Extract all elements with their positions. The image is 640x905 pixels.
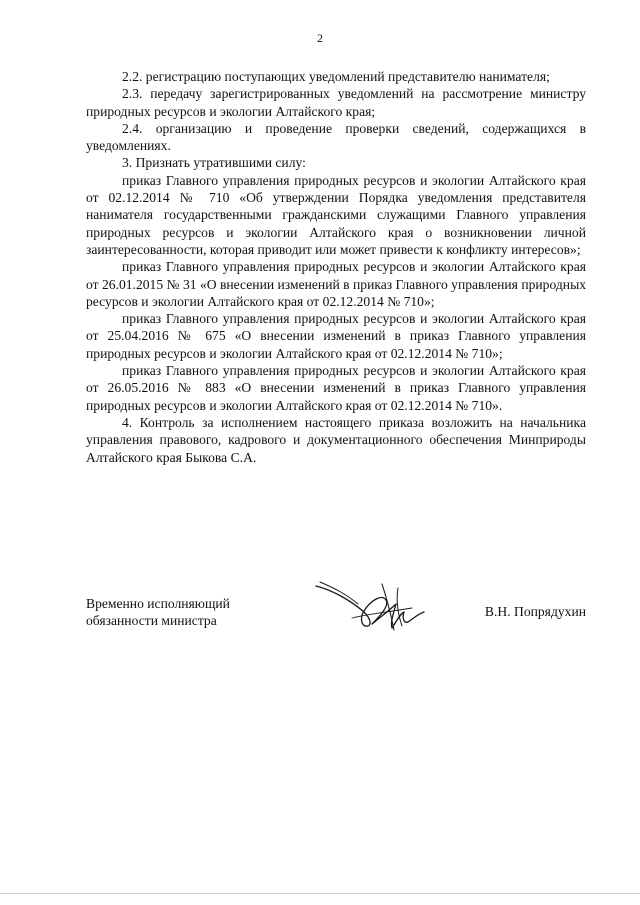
signature-block: [86, 590, 586, 640]
page-bottom-edge: [0, 893, 640, 894]
paragraph-repealed-order-675: приказ Главного управления природных ресурсов и экологии Алтайского края от 25.04.2016 № 675 «О внесении изменений в приказ Главного управления природных ресурсов и экологии Алтайского края от 02.12.2014 № 710»;: [86, 311, 586, 361]
signatory-title: Временно исполняющий обязанности министра: [86, 596, 230, 628]
paragraph-2-2: 2.2. регистрацию поступающих уведомлений представителю нанимателя;: [122, 69, 550, 84]
paragraph-repealed-order-883: приказ Главного управления природных ресурсов и экологии Алтайского края от 26.05.2016 № 883 «О внесении изменений в приказ Главного управления природных ресурсов и экологии Алтайского края от 02.12.2014 № 710».: [86, 363, 586, 413]
document-body: [86, 68, 586, 466]
page-number: 2: [317, 31, 323, 45]
paragraph-3: 3. Признать утратившими силу:: [122, 155, 306, 171]
paragraph-repealed-order-710: приказ Главного управления природных ресурсов и экологии Алтайского края от 02.12.2014 № 710 «Об утверждении Порядка уведомления представителя нанимателя государственными гражданскими служащими Главного управления природных ресурсов и экологии Алтайского края о возникновении личной заинтересованности, которая приводит или может привести к конфликту интересов»;: [86, 172, 586, 257]
signatory-name: В.Н. Попрядухин: [484, 604, 586, 619]
paragraph-repealed-order-31: приказ Главного управления природных ресурсов и экологии Алтайского края от 26.01.2015 № 31 «О внесении изменений в приказ Главного управления природных ресурсов и экологии Алтайского края от 02.12.2014 № 710»;: [86, 259, 586, 309]
paragraph-4: 4. Контроль за исполнением настоящего приказа возложить на начальника управления правового, кадрового и документационного обеспечения Минприроды Алтайского края Быкова С.А.: [86, 414, 586, 465]
paragraph-2-3: 2.3. передачу зарегистрированных уведомлений на рассмотрение министру природных ресурсов и экологии Алтайского края;: [86, 86, 586, 119]
handwritten-signature: [312, 578, 432, 636]
paragraph-2-4: 2.4. организацию и проведение проверки сведений, содержащихся в уведомлениях.: [86, 120, 586, 154]
